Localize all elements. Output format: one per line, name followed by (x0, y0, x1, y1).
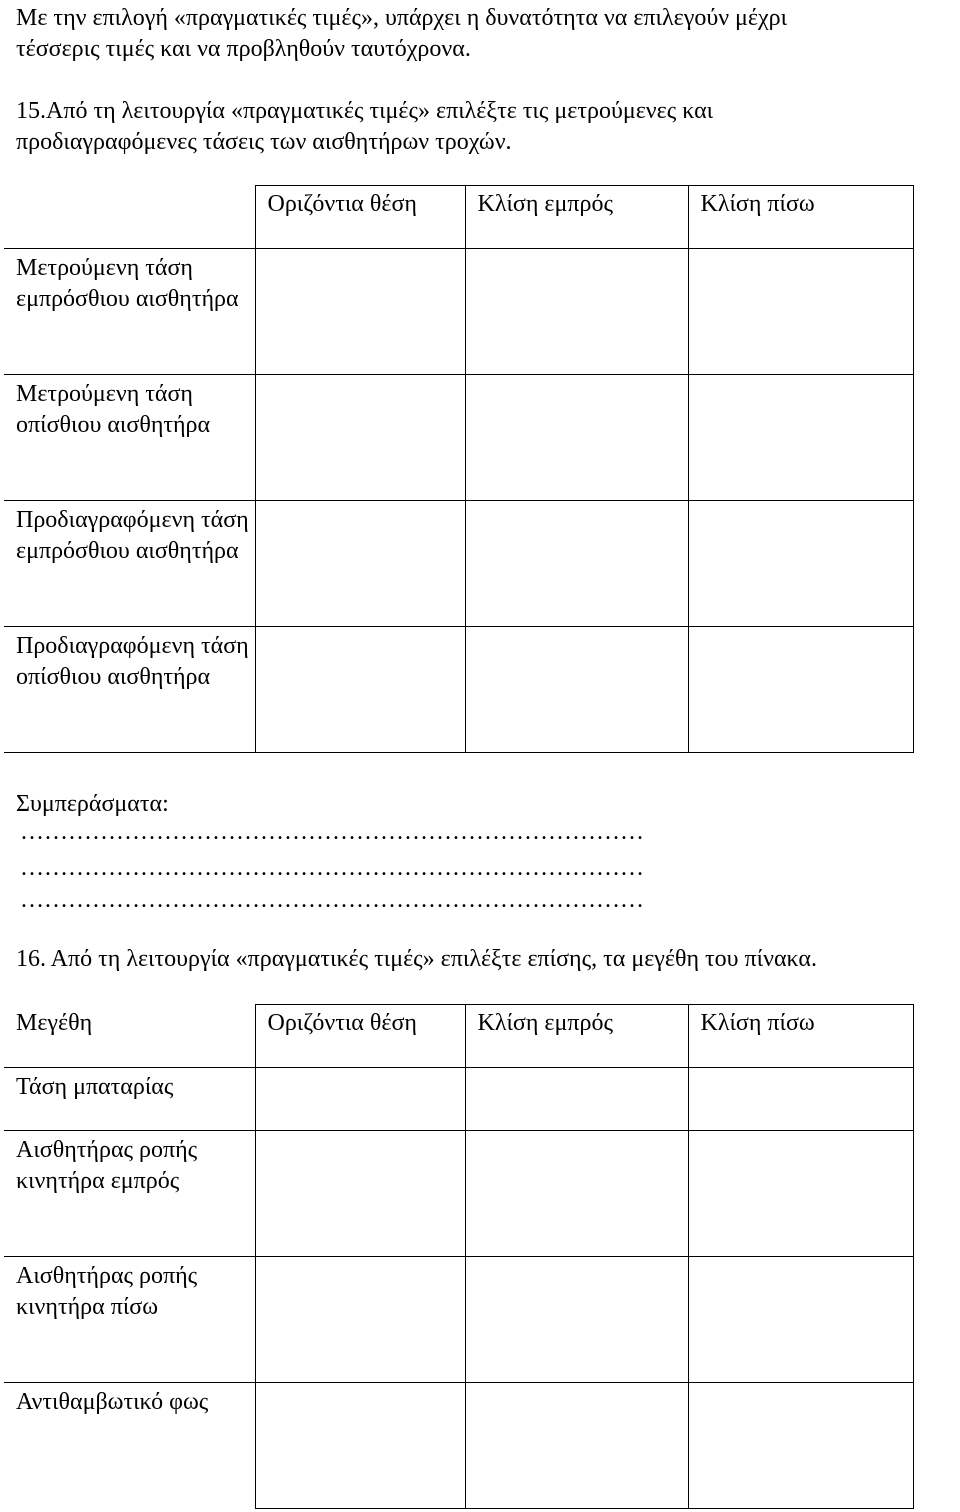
table-row (4, 1383, 913, 1509)
question-16: 16. Από τη λειτουργία «πραγματικές τιμές» επιλέξτε επίσης, τα μεγέθη του πίνακα. (16, 946, 817, 972)
quantities-table-header-row (4, 1005, 913, 1068)
voltage-table-header-tilt-back: Κλίση πίσω (688, 186, 913, 249)
voltage-table-cell[interactable] (465, 501, 688, 627)
quantities-table-row-label: Αισθητήρας ροπής κινητήρα πίσω (4, 1257, 255, 1383)
quantities-table (4, 1004, 914, 1509)
quantities-table-cell[interactable] (465, 1131, 688, 1257)
quantities-table-cell[interactable] (688, 1383, 913, 1509)
quantities-table-cell[interactable] (688, 1257, 913, 1383)
voltage-table-header-row (4, 186, 913, 249)
table-row (4, 627, 913, 753)
quantities-table-cell[interactable] (255, 1068, 465, 1131)
voltage-table-row-label: Προδιαγραφόμενη τάση οπίσθιου αισθητήρα (4, 627, 255, 753)
voltage-table-row-label: Μετρούμενη τάση οπίσθιου αισθητήρα (4, 375, 255, 501)
quantities-table-cell[interactable] (465, 1383, 688, 1509)
conclusions-line-2[interactable]: …………………………………………………………………… (20, 855, 644, 881)
quantities-table-cell[interactable] (255, 1257, 465, 1383)
conclusions-line-3[interactable]: …………………………………………………………………… (20, 887, 644, 913)
table-row (4, 249, 913, 375)
conclusions-line-1[interactable]: …………………………………………………………………… (20, 819, 644, 845)
quantities-table-cell[interactable] (255, 1131, 465, 1257)
table-row (4, 501, 913, 627)
voltage-table-cell[interactable] (255, 501, 465, 627)
voltage-table-cell[interactable] (688, 501, 913, 627)
voltage-table-corner (4, 186, 255, 249)
voltage-table-cell[interactable] (465, 375, 688, 501)
voltage-table (4, 185, 914, 753)
voltage-table-header-tilt-front: Κλίση εμπρός (465, 186, 688, 249)
voltage-table-cell[interactable] (465, 249, 688, 375)
voltage-table-cell[interactable] (688, 249, 913, 375)
voltage-table-cell[interactable] (465, 627, 688, 753)
quantities-table-header-horizontal: Οριζόντια θέση (255, 1005, 465, 1068)
voltage-table-row-label: Προδιαγραφόμενη τάση εμπρόσθιου αισθητήρα (4, 501, 255, 627)
quantities-table-row-label: Τάση μπαταρίας (4, 1068, 255, 1131)
quantities-table-cell[interactable] (688, 1068, 913, 1131)
table-row (4, 1068, 913, 1131)
voltage-table-cell[interactable] (255, 249, 465, 375)
quantities-table-header-quantities: Μεγέθη (4, 1005, 255, 1068)
question-15-line-1: 15.Από τη λειτουργία «πραγματικές τιμές» επιλέξτε τις μετρούμενες και (16, 98, 714, 124)
table-row (4, 1131, 913, 1257)
quantities-table-cell[interactable] (688, 1131, 913, 1257)
quantities-table-header-tilt-front: Κλίση εμπρός (465, 1005, 688, 1068)
voltage-table-cell[interactable] (688, 627, 913, 753)
quantities-table-cell[interactable] (465, 1257, 688, 1383)
intro-line-1: Με την επιλογή «πραγματικές τιμές», υπάρχει η δυνατότητα να επιλεγούν μέχρι (16, 5, 788, 31)
intro-line-2: τέσσερις τιμές και να προβληθούν ταυτόχρονα. (16, 36, 471, 62)
quantities-table-cell[interactable] (465, 1068, 688, 1131)
quantities-table-header-tilt-back: Κλίση πίσω (688, 1005, 913, 1068)
voltage-table-cell[interactable] (255, 375, 465, 501)
voltage-table-cell[interactable] (688, 375, 913, 501)
table-row (4, 1257, 913, 1383)
conclusions-label: Συμπεράσματα: (16, 791, 169, 817)
table-row (4, 375, 913, 501)
question-15-line-2: προδιαγραφόμενες τάσεις των αισθητήρων τροχών. (16, 129, 512, 155)
voltage-table-cell[interactable] (255, 627, 465, 753)
quantities-table-cell[interactable] (255, 1383, 465, 1509)
quantities-table-row-label: Αντιθαμβωτικό φως (4, 1383, 255, 1509)
quantities-table-row-label: Αισθητήρας ροπής κινητήρα εμπρός (4, 1131, 255, 1257)
voltage-table-header-horizontal: Οριζόντια θέση (255, 186, 465, 249)
voltage-table-row-label: Μετρούμενη τάση εμπρόσθιου αισθητήρα (4, 249, 255, 375)
